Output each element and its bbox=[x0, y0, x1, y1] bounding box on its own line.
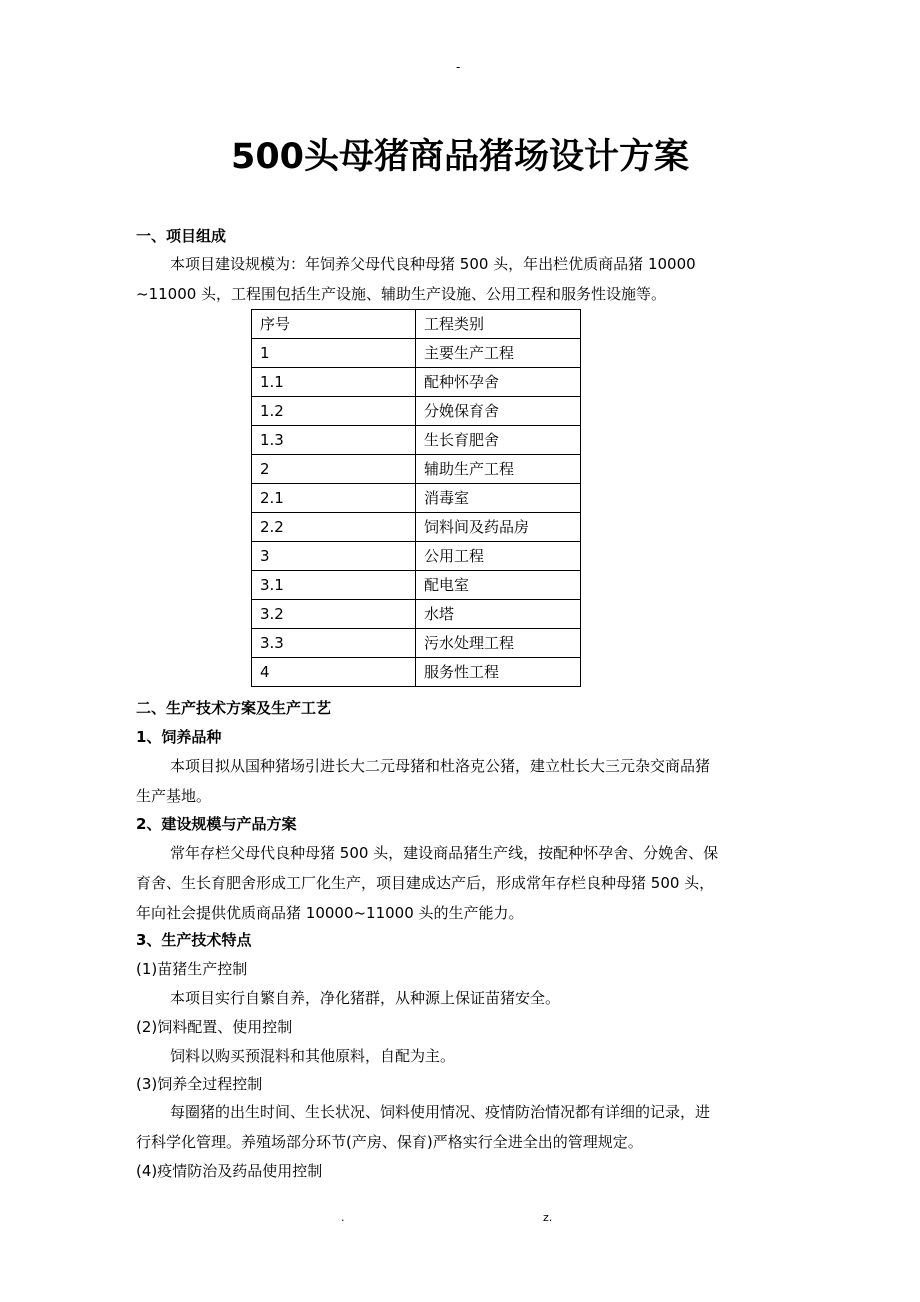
item3-paragraph bbox=[136, 1097, 788, 1157]
table-cell-no: 4 bbox=[252, 658, 416, 687]
item1-title: (1)苗猪生产控制 bbox=[136, 960, 248, 978]
table-cell-type: 生长育肥舍 bbox=[416, 426, 581, 455]
table-cell-type: 主要生产工程 bbox=[416, 339, 581, 368]
table-row bbox=[252, 455, 581, 484]
sub1-heading: 1、饲养品种 bbox=[136, 728, 222, 746]
section1-paragraph bbox=[136, 249, 788, 309]
section2-heading: 二、生产技术方案及生产工艺 bbox=[136, 699, 332, 717]
table-cell-type: 消毒室 bbox=[416, 484, 581, 513]
table-cell-no: 1.3 bbox=[252, 426, 416, 455]
table-cell-no: 3.2 bbox=[252, 600, 416, 629]
table-row bbox=[252, 542, 581, 571]
paragraph-line: ~11000 头，工程围包括生产设施、辅助生产设施、公用工程和服务性设施等。 bbox=[136, 285, 667, 303]
table-cell-type: 水塔 bbox=[416, 600, 581, 629]
table-header-row bbox=[252, 310, 581, 339]
table-header-cell: 工程类别 bbox=[416, 310, 581, 339]
table-cell-type: 饲料间及药品房 bbox=[416, 513, 581, 542]
paragraph-line: 本项目建设规模为：年饲养父母代良种母猪 500 头，年出栏优质商品猪 10000 bbox=[170, 255, 696, 273]
footer-right-mark: z. bbox=[543, 1211, 553, 1224]
section1-heading: 一、项目组成 bbox=[136, 227, 227, 245]
table-cell-no: 3 bbox=[252, 542, 416, 571]
item1-text: 本项目实行自繁自养，净化猪群，从种源上保证苗猪安全。 bbox=[170, 989, 561, 1007]
table-cell-no: 1.1 bbox=[252, 368, 416, 397]
table-cell-type: 分娩保育舍 bbox=[416, 397, 581, 426]
paragraph-line: 年向社会提供优质商品猪 10000~11000 头的生产能力。 bbox=[136, 904, 524, 922]
table-cell-type: 污水处理工程 bbox=[416, 629, 581, 658]
sub2-heading: 2、建设规模与产品方案 bbox=[136, 815, 297, 833]
paragraph-line: 行科学化管理。养殖场部分环节(产房、保育)严格实行全进全出的管理规定。 bbox=[136, 1133, 643, 1151]
table-cell-no: 2.2 bbox=[252, 513, 416, 542]
project-table bbox=[251, 309, 581, 687]
table-cell-type: 配电室 bbox=[416, 571, 581, 600]
sub3-heading: 3、生产技术特点 bbox=[136, 931, 252, 949]
paragraph-line: 育舍、生长育肥舍形成工厂化生产，项目建成达产后，形成常年存栏良种母猪 500 头， bbox=[136, 874, 715, 892]
item3-title: (3)饲养全过程控制 bbox=[136, 1075, 263, 1093]
document-title: 500头母猪商品猪场设计方案 bbox=[230, 137, 690, 177]
header-mark: - bbox=[456, 60, 461, 74]
table-row bbox=[252, 658, 581, 687]
table-row bbox=[252, 629, 581, 658]
item4-title: (4)疫情防治及药品使用控制 bbox=[136, 1162, 323, 1180]
table-cell-type: 辅助生产工程 bbox=[416, 455, 581, 484]
table-cell-no: 1.2 bbox=[252, 397, 416, 426]
table-row bbox=[252, 513, 581, 542]
table-row bbox=[252, 368, 581, 397]
table-row bbox=[252, 571, 581, 600]
paragraph-line: 生产基地。 bbox=[136, 787, 212, 805]
table-header-cell: 序号 bbox=[252, 310, 416, 339]
table-cell-no: 2.1 bbox=[252, 484, 416, 513]
table-cell-type: 公用工程 bbox=[416, 542, 581, 571]
table-cell-no: 3.3 bbox=[252, 629, 416, 658]
table-row bbox=[252, 426, 581, 455]
table-row bbox=[252, 484, 581, 513]
paragraph-line: 本项目拟从国种猪场引进长大二元母猪和杜洛克公猪，建立杜长大三元杂交商品猪 bbox=[170, 757, 711, 775]
paragraph-line: 每圈猪的出生时间、生长状况、饲料使用情况、疫情防治情况都有详细的记录，进 bbox=[170, 1103, 711, 1121]
paragraph-line: 常年存栏父母代良种母猪 500 头，建设商品猪生产线，按配种怀孕舍、分娩舍、保 bbox=[170, 844, 719, 862]
sub2-paragraph bbox=[136, 838, 788, 928]
sub1-paragraph bbox=[136, 751, 788, 811]
table-cell-type: 配种怀孕舍 bbox=[416, 368, 581, 397]
footer-left-mark: . bbox=[341, 1211, 345, 1224]
table-row bbox=[252, 397, 581, 426]
table-cell-no: 2 bbox=[252, 455, 416, 484]
table-cell-no: 1 bbox=[252, 339, 416, 368]
table-row bbox=[252, 600, 581, 629]
item2-text: 饲料以购买预混料和其他原料，自配为主。 bbox=[170, 1047, 456, 1065]
table-cell-type: 服务性工程 bbox=[416, 658, 581, 687]
table-cell-no: 3.1 bbox=[252, 571, 416, 600]
table-row bbox=[252, 339, 581, 368]
item2-title: (2)饲料配置、使用控制 bbox=[136, 1018, 293, 1036]
